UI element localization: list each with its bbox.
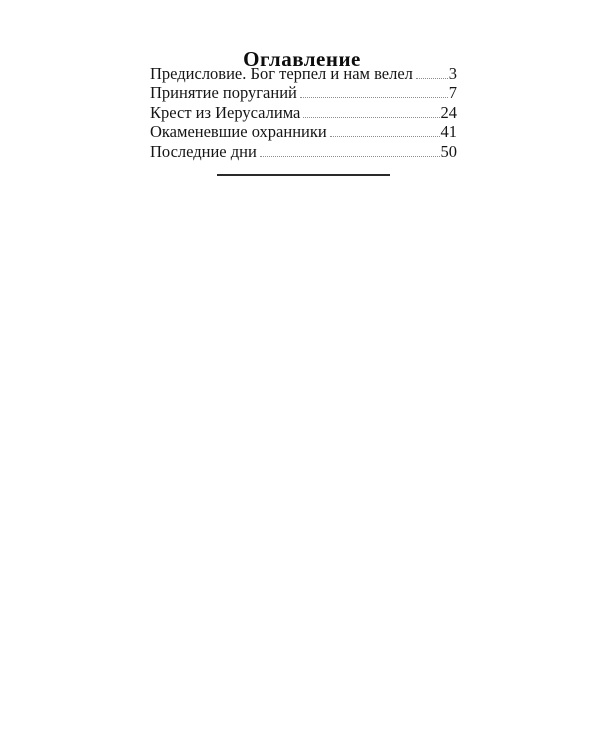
section-divider-rule xyxy=(217,174,390,176)
toc-row xyxy=(150,142,457,161)
toc-row xyxy=(150,103,457,122)
toc-entry-label: Предисловие. Бог терпел и нам велел xyxy=(150,64,413,83)
toc-entry-label: Последние дни xyxy=(150,141,257,161)
toc-row xyxy=(150,122,457,141)
dot-leader xyxy=(300,96,448,98)
toc-row xyxy=(150,83,457,102)
dot-leader xyxy=(330,135,440,137)
toc-entry-page-number: 7 xyxy=(448,83,457,103)
toc-entry-label: Крест из Иерусалима xyxy=(150,102,301,122)
toc-list xyxy=(150,64,457,161)
toc-entry-page-number: 3 xyxy=(448,64,457,83)
toc-entry-label: Принятие поруганий xyxy=(150,83,297,103)
toc-entry-label: Окаменевшие охранники xyxy=(150,122,327,142)
dot-leader xyxy=(260,155,440,157)
dot-leader xyxy=(416,77,448,79)
dot-leader xyxy=(303,116,439,118)
toc-entry-page-number: 41 xyxy=(440,122,457,142)
toc-row xyxy=(150,64,457,83)
toc-entry-page-number: 50 xyxy=(440,141,457,161)
toc-title: Оглавление xyxy=(243,47,361,72)
toc-entry-page-number: 24 xyxy=(440,102,457,122)
